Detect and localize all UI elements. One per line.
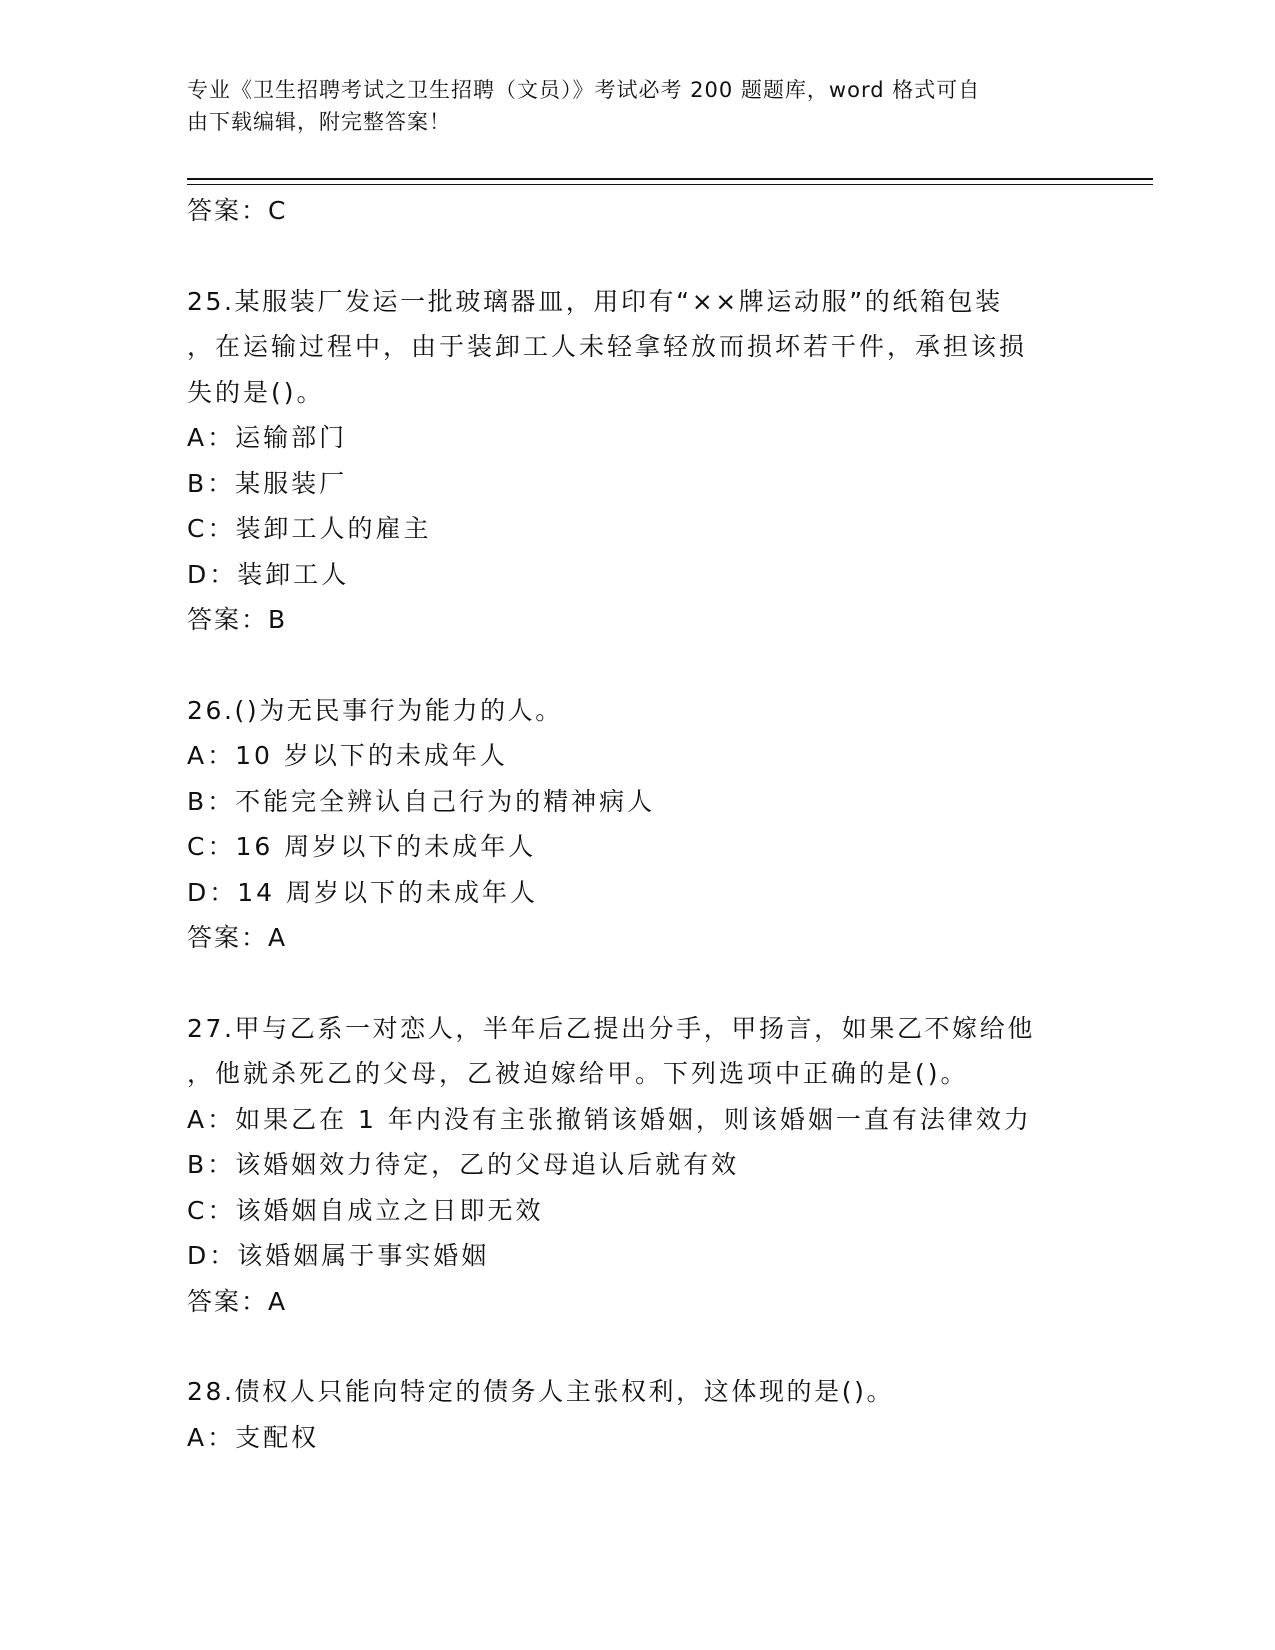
question-text-line: 27.甲与乙系一对恋人，半年后乙提出分手，甲扬言，如果乙不嫁给他 [187, 1013, 1035, 1043]
question-list [187, 188, 1087, 1460]
option-b: B：某服装厂 [187, 468, 348, 498]
option-c: C：该婚姻自成立之日即无效 [187, 1195, 544, 1225]
spacer [187, 643, 1087, 688]
previous-answer: 答案：C [187, 196, 288, 225]
option-b: B：不能完全辨认自己行为的精神病人 [187, 786, 656, 816]
option-c: C：装卸工人的雇主 [187, 514, 432, 543]
header-line-2: 由下载编辑，附完整答案！ [187, 110, 451, 134]
document-header [187, 74, 1067, 138]
question-text-line: 失的是()。 [187, 377, 325, 407]
question-text-line: 28.债权人只能向特定的债务人主张权利，这体现的是()。 [187, 1377, 895, 1406]
question-text-line: ，在运输过程中，由于装卸工人未轻拿轻放而损坏若干件，承担该损 [187, 332, 1028, 361]
answer: 答案：B [187, 605, 288, 634]
question-text-line: 25.某服装厂发运一批玻璃器皿，用印有“××牌运动服”的纸箱包装 [187, 286, 1003, 316]
option-d: D：该婚姻属于事实婚姻 [187, 1241, 490, 1270]
option-c: C：16 周岁以下的未成年人 [187, 832, 537, 861]
option-a: A：如果乙在 1 年内没有主张撤销该婚姻，则该婚姻一直有法律效力 [187, 1104, 1032, 1134]
question-26 [187, 688, 1087, 961]
option-a: A：支配权 [187, 1422, 320, 1452]
spacer [187, 1324, 1087, 1369]
answer: 答案：A [187, 1286, 288, 1316]
question-28 [187, 1369, 1087, 1460]
question-25 [187, 279, 1087, 643]
spacer [187, 961, 1087, 1006]
option-b: B：该婚姻效力待定，乙的父母追认后就有效 [187, 1150, 740, 1179]
option-d: D：14 周岁以下的未成年人 [187, 877, 539, 907]
question-text-line: ，他就杀死乙的父母，乙被迫嫁给甲。下列选项中正确的是()。 [187, 1059, 969, 1088]
option-a: A：运输部门 [187, 423, 348, 452]
option-d: D：装卸工人 [187, 559, 350, 589]
header-line-1: 专业《卫生招聘考试之卫生招聘（文员）》考试必考 200 题题库，word 格式可自 [187, 78, 981, 102]
question-27 [187, 1006, 1087, 1325]
answer: 答案：A [187, 923, 288, 952]
spacer [187, 234, 1087, 279]
header-divider-thick [187, 178, 1153, 180]
question-text-line: 26.()为无民事行为能力的人。 [187, 695, 563, 725]
header-divider-thin [187, 184, 1153, 185]
option-a: A：10 岁以下的未成年人 [187, 741, 508, 770]
